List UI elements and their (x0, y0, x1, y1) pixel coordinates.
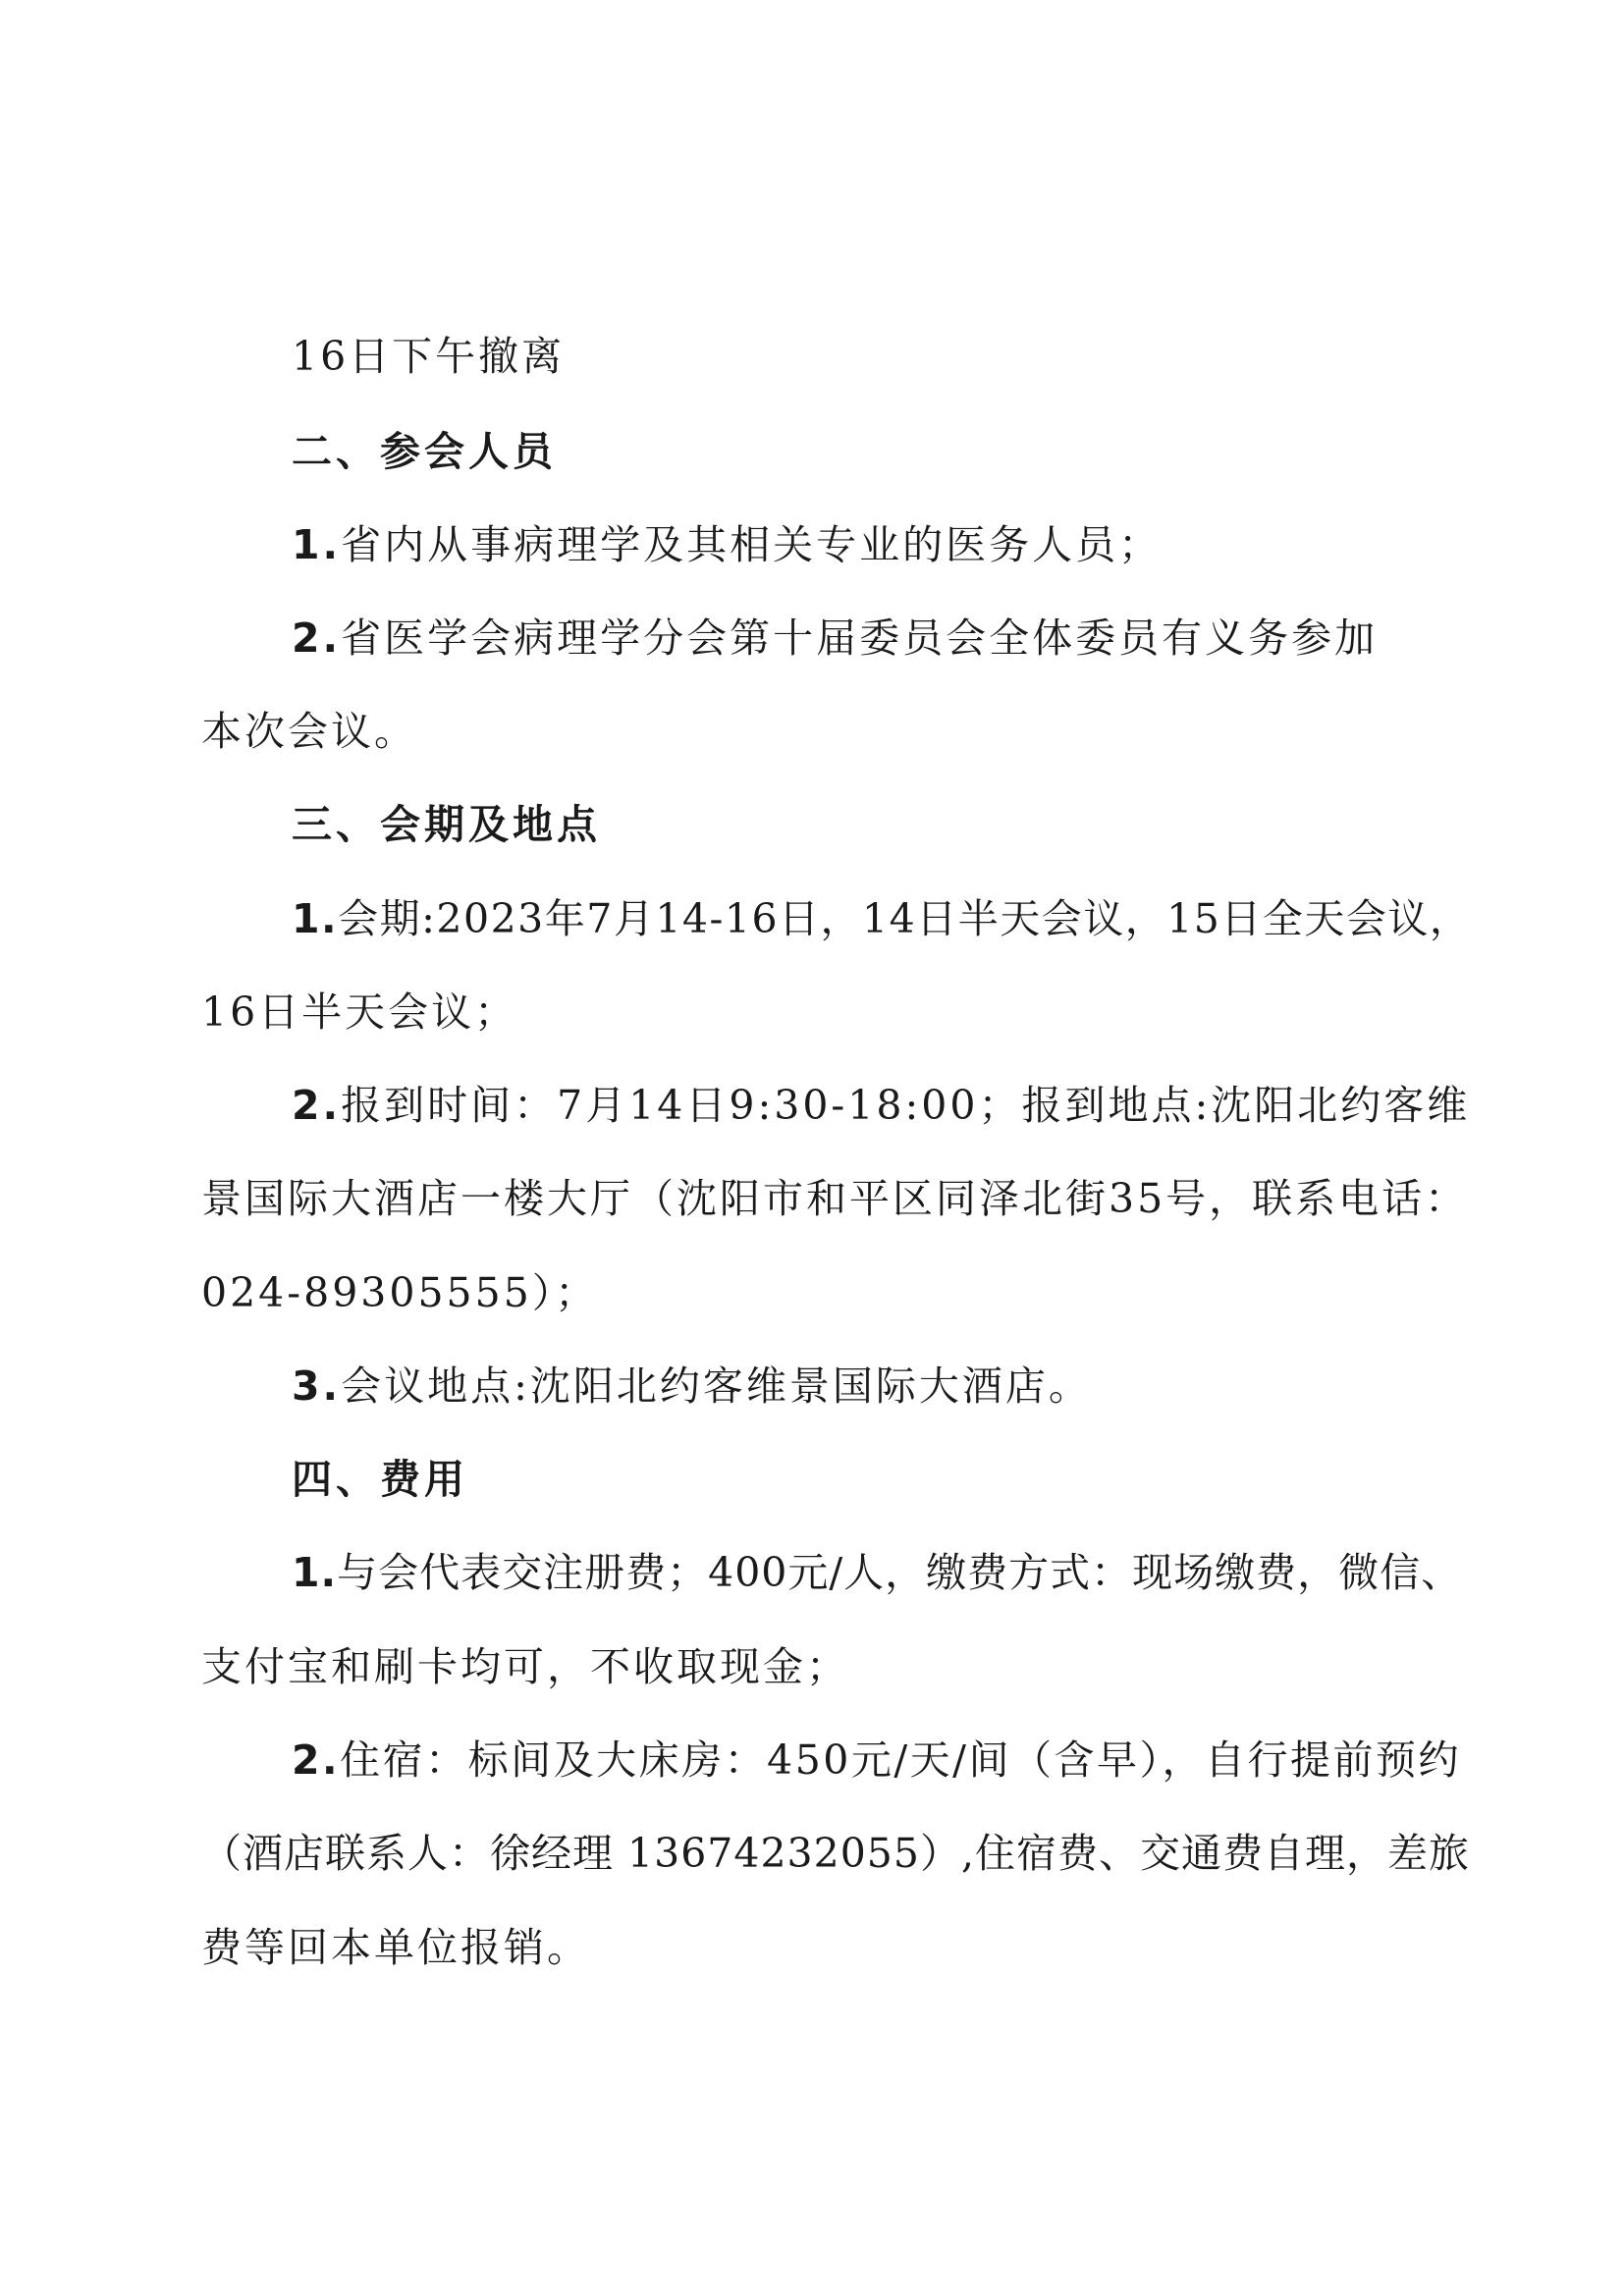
item-number: 1. (292, 521, 342, 568)
section-heading-fees (292, 1452, 468, 1507)
schedule-item-2-continued-2 (201, 1265, 598, 1320)
item-number: 2. (292, 614, 342, 662)
item-number: 1. (292, 1549, 338, 1596)
attendees-item-1 (292, 517, 1162, 572)
item-number: 2. (292, 1736, 341, 1784)
continuation-text: 16日下午撤离 (292, 333, 566, 380)
section-heading-attendees (292, 424, 557, 479)
schedule-item-2 (292, 1078, 1470, 1133)
section-heading-text: 二、参会人员 (292, 428, 557, 475)
item-text-line-2: （酒店联系人：徐经理 13674232055）,住宿费、交通费自理，差旅 (201, 1830, 1471, 1877)
item-text-line-3: 费等回本单位报销。 (201, 1924, 590, 1971)
fees-item-2-continued (201, 1826, 1470, 1881)
section-heading-schedule-venue (292, 797, 601, 852)
item-text-line-2: 本次会议。 (201, 708, 417, 755)
fees-item-2 (292, 1733, 1461, 1788)
attendees-item-2 (292, 611, 1378, 666)
item-text-line-1: 住宿：标间及大床房：450元/天/间（含早），自行提前预约 (340, 1736, 1461, 1784)
continuation-line (292, 329, 565, 384)
section-heading-text: 三、会期及地点 (292, 801, 601, 848)
fees-item-1-continued (201, 1639, 849, 1694)
schedule-item-3 (292, 1359, 1092, 1414)
item-text: 省内从事病理学及其相关专业的医务人员； (341, 521, 1163, 568)
schedule-item-1 (292, 891, 1471, 946)
item-text: 会议地点:沈阳北约客维景国际大酒店。 (341, 1362, 1092, 1410)
item-text-line-2: 支付宝和刷卡均可，不收取现金； (201, 1643, 849, 1690)
item-text-line-2: 景国际大酒店一楼大厅（沈阳市和平区同泽北街35号，联系电话： (201, 1175, 1469, 1222)
item-text-line-1: 与会代表交注册费；400元/人，缴费方式：现场缴费，微信、 (337, 1549, 1463, 1596)
item-number: 2. (292, 1082, 342, 1129)
schedule-item-1-continued (201, 985, 517, 1040)
item-text-line-3: 024-89305555）； (201, 1269, 599, 1316)
item-number: 1. (292, 895, 339, 942)
attendees-item-2-continued (201, 704, 417, 759)
fees-item-1 (292, 1545, 1462, 1600)
section-heading-text: 四、费用 (292, 1456, 468, 1503)
item-text-line-1: 省医学会病理学分会第十届委员会全体委员有义务参加 (341, 614, 1379, 662)
item-text-line-2: 16日半天会议； (201, 988, 518, 1036)
item-text-line-1: 报到时间：7月14日9:30-18:00；报到地点:沈阳北约客维 (341, 1082, 1471, 1129)
fees-item-2-continued-2 (201, 1920, 590, 1975)
schedule-item-2-continued (201, 1171, 1468, 1226)
item-text-line-1: 会期:2023年7月14-16日，14日半天会议，15日全天会议， (338, 895, 1472, 942)
item-number: 3. (292, 1362, 342, 1410)
